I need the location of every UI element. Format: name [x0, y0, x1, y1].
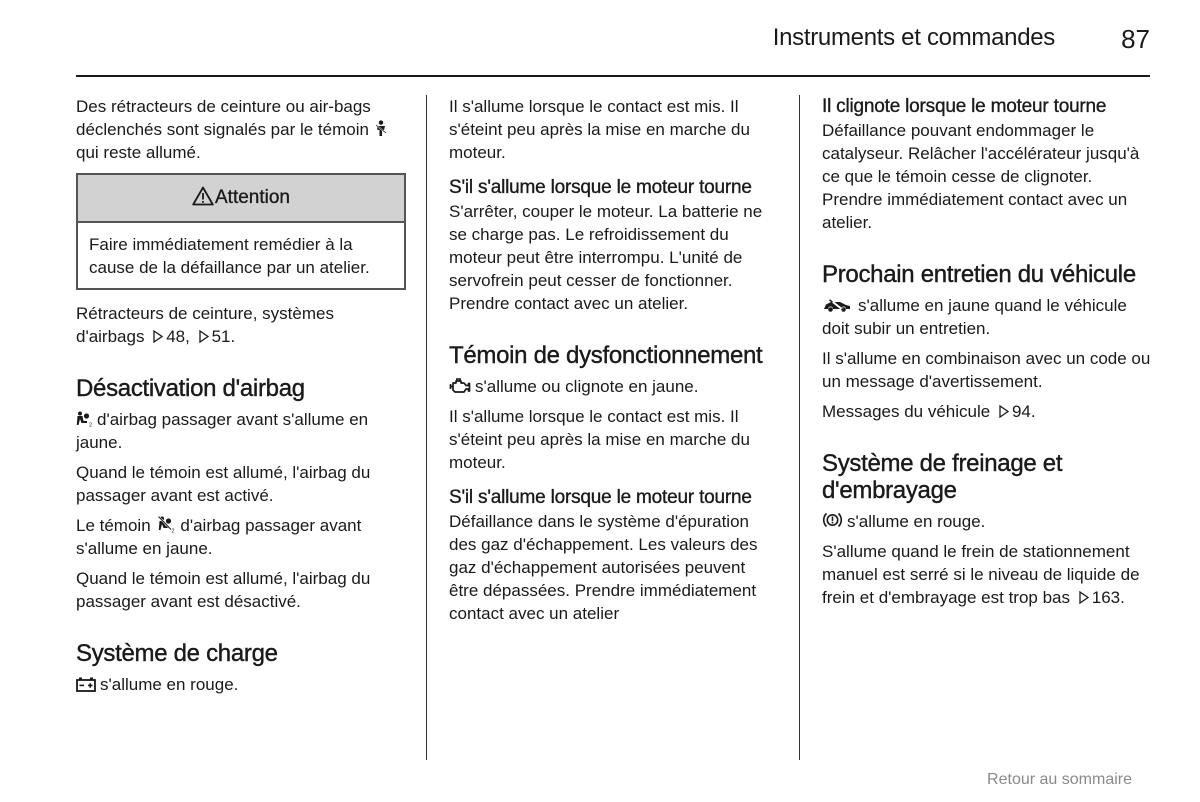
battery-icon: [76, 677, 96, 692]
engine-running-subheading: S'il s'allume lorsque le moteur tourne: [449, 177, 752, 198]
vehicle-service-heading: Prochain entretien du véhicule: [822, 261, 1136, 288]
page-number: 87: [1121, 24, 1150, 54]
charge-light-paragraph: Il s'allume lorsque le contact est mis. Il s'éteint peu après la mise en marche du moteur.: [449, 97, 750, 162]
seatbelt-intro-end: qui reste allumé.: [76, 143, 201, 162]
airbag-deactivation-heading: Désactivation d'airbag: [76, 375, 305, 402]
charging-system-p1: [76, 673, 406, 696]
airbag-on-icon: [76, 411, 93, 427]
malfunction-light-heading: Témoin de dysfonctionnement: [449, 342, 763, 369]
airbag-reference-text: Rétracteurs de ceinture, systèmes d'airbags: [76, 304, 334, 346]
vehicle-service-p3: [822, 400, 1152, 423]
page-header-title: Instruments et commandes: [772, 24, 1055, 51]
page-reference-arrow-icon: [199, 330, 209, 343]
malfunction-light-p1: [449, 375, 779, 398]
airbag-reference-page-1[interactable]: 48,: [166, 327, 190, 346]
airbag-deactivation-p3: [76, 514, 406, 560]
column-1: [76, 95, 406, 703]
malfunction-engine-running-subheading: S'il s'allume lorsque le moteur tourne: [449, 487, 752, 508]
engine-running-text: S'arrêter, couper le moteur. La batterie ne se charge pas. Le refroidissement du moteur peut être interrompu. L'unité de servofrein peut cesser de fonctionner. Prendre contact avec un atelier.: [449, 202, 763, 313]
seatbelt-warning-icon: [374, 120, 388, 137]
vehicle-service-p1: [822, 294, 1152, 340]
warning-box-header: [78, 175, 404, 223]
charging-system-p1-text: s'allume en rouge.: [100, 675, 239, 694]
back-to-contents-link[interactable]: Retour au sommaire: [987, 771, 1132, 788]
column-divider-1: [426, 95, 427, 760]
airbag-reference-page-2[interactable]: 51.: [211, 327, 236, 346]
malfunction-light-p2: Il s'allume lorsque le contact est mis. Il s'éteint peu après la mise en marche du moteur.: [449, 407, 750, 472]
brake-clutch-p1-text: s'allume en rouge.: [847, 512, 986, 531]
warning-triangle-icon: [192, 186, 214, 206]
page-reference-arrow-icon: [1079, 591, 1089, 604]
vehicle-messages-page-ref[interactable]: 94.: [1011, 402, 1036, 421]
page-reference-arrow-icon: [153, 330, 163, 343]
vehicle-messages-text: Messages du véhicule: [822, 402, 991, 421]
airbag-deactivation-p3-start: Le témoin: [76, 516, 151, 535]
page-reference-arrow-icon: [999, 405, 1009, 418]
brake-clutch-heading: Système de freinage et d'embrayage: [822, 450, 1063, 504]
brake-clutch-p1: [822, 510, 1152, 533]
service-wrench-icon: [822, 299, 852, 313]
flashing-engine-running-subheading: Il clignote lorsque le moteur tourne: [822, 96, 1107, 117]
engine-check-icon: [449, 378, 471, 394]
vehicle-service-p2: Il s'allume en combinaison avec un code ou un message d'avertissement.: [822, 349, 1151, 391]
airbag-deactivation-p1: [76, 408, 406, 454]
airbag-deactivation-p1-text: d'airbag passager avant s'allume en jaune.: [76, 410, 369, 452]
seatbelt-intro-paragraph: [76, 95, 406, 164]
column-2: [449, 95, 779, 632]
flashing-engine-running-text: Défaillance pouvant endommager le catalyseur. Relâcher l'accélérateur jusqu'à ce que le témoin cesse de clignoter. Prendre immédiatement contact avec un atelier.: [822, 121, 1140, 232]
column-3: [822, 95, 1152, 616]
warning-box: [76, 173, 406, 290]
airbag-off-icon: [158, 516, 176, 533]
header-divider: [76, 75, 1150, 77]
airbag-deactivation-p2: Quand le témoin est allumé, l'airbag du passager avant est activé.: [76, 463, 371, 505]
warning-body: Faire immédiatement remédier à la cause de la défaillance par un atelier.: [89, 235, 370, 277]
column-divider-2: [799, 95, 800, 760]
airbag-deactivation-p4: Quand le témoin est allumé, l'airbag du passager avant est désactivé.: [76, 569, 371, 611]
brake-clutch-page-ref[interactable]: 163.: [1091, 588, 1125, 607]
warning-title: Attention: [215, 187, 290, 208]
brake-icon: [822, 511, 843, 529]
brake-clutch-p2: [822, 540, 1152, 609]
airbag-reference-paragraph: [76, 302, 406, 348]
airbag-deactivation-p3-end: d'airbag passager avant s'allume en jaune.: [76, 516, 362, 558]
malfunction-engine-running-text: Défaillance dans le système d'épuration des gaz d'échappement. Les valeurs des gaz d'échappement autorisées peuvent être dépassées. Prendre immédiatement contact avec un atelier: [449, 512, 758, 623]
malfunction-light-p1-text: s'allume ou clignote en jaune.: [475, 377, 699, 396]
svg-text:2: 2: [89, 422, 93, 427]
vehicle-service-p1-text: s'allume en jaune quand le véhicule doit subir un entretien.: [822, 296, 1127, 338]
brake-clutch-p2-text: S'allume quand le frein de stationnement manuel est serré si le niveau de liquide de frein et d'embrayage est trop bas: [822, 542, 1140, 607]
charging-system-heading: Système de charge: [76, 640, 278, 667]
seatbelt-intro-text: Des rétracteurs de ceinture ou air-bags déclenchés sont signalés par le témoin: [76, 97, 371, 139]
svg-text:2: 2: [171, 528, 175, 533]
